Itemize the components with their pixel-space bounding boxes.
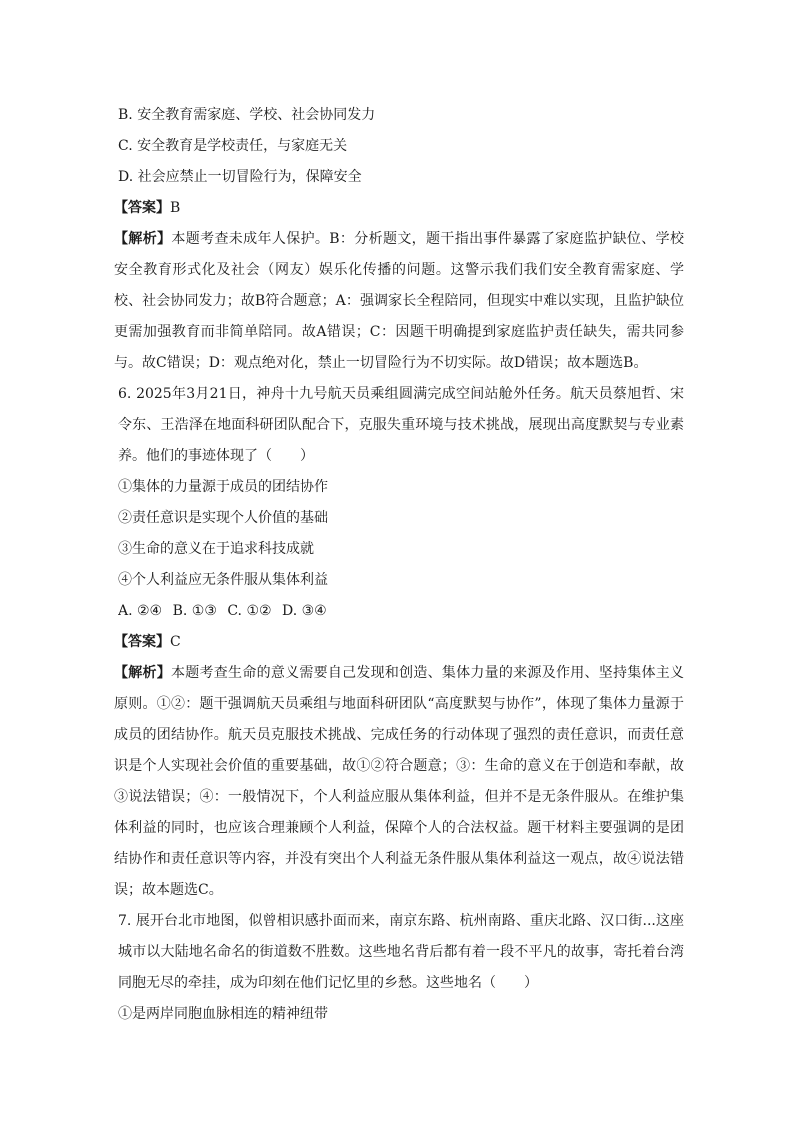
analysis-text: 本题考查生命的意义需要自己发现和创造、集体力量的来源及作用、坚持集体主义原则。①②：题干强调航天员乘组与地面科研团队“高度默契与协作”，体现了集体力量源于成员的团结协作。航天员克服技术挑战、完成任务的行动体现了强烈的责任意识，而责任意识是个人实现社会价值的重要基础，故①②符合题意；③：生命的意义在于创造和奉献，故③说法错误；④：一般情况下，个人利益应服从集体利益，但并不是无条件服从。在维护集体利益的同时，也应该合理兼顾个人利益，保障个人的合法权益。题干材料主要强调的是团结协作和责任意识等内容，并没有突出个人利益无条件服从集体利益这一观点，故④说法错误；故本题选C。 <box>114 665 685 898</box>
q6-item-2: ②责任意识是实现个人价值的基础 <box>118 510 328 526</box>
q5-answer <box>114 193 684 224</box>
q6-choice-d: D. ③④ <box>282 603 327 619</box>
q5-analysis <box>114 224 684 379</box>
answer-value: C <box>170 634 181 650</box>
q6-choices <box>118 596 684 627</box>
q6-item-3: ③生命的意义在于追求科技成就 <box>118 541 314 557</box>
analysis-tag: 【解析】 <box>114 231 172 247</box>
q6-choice-b: B. ①③ <box>172 603 217 619</box>
q6-item-1: ①集体的力量源于成员的团结协作 <box>118 479 328 495</box>
answer-tag: 【答案】 <box>114 200 170 216</box>
q7-stem: 7. 展开台北市地图，似曾相识感扑面而来，南京东路、杭州南路、重庆北路、汉口街...这座城市以大陆地名命名的街道数不胜数。这些地名背后都有着一段不平凡的故事，寄托着台湾同胞无尽的牵挂，成为印刻在他们记忆里的乡愁。这些地名（ ） <box>118 913 684 991</box>
q6-choice-c: C. ①② <box>227 603 272 619</box>
q6-item-4: ④个人利益应无条件服从集体利益 <box>118 572 328 588</box>
q6-choice-a: A. ②④ <box>118 603 163 619</box>
analysis-text: 本题考查未成年人保护。B：分析题文，题干指出事件暴露了家庭监护缺位、学校安全教育形式化及社会（网友）娱乐化传播的问题。这警示我们我们安全教育需家庭、学校、社会协同发力；故B符合题意；A：强调家长全程陪同，但现实中难以实现，且监护缺位更需加强教育而非简单陪同。故A错误；C：因题干明确提到家庭监护责任缺失，需共同参与。故C错误；D：观点绝对化，禁止一切冒险行为不切实际。故D错误；故本题选B。 <box>114 231 684 371</box>
q7-item-1: ①是两岸同胞血脉相连的精神纽带 <box>118 1006 328 1022</box>
q6-stem: 6. 2025年3月21日，神舟十九号航天员乘组圆满完成空间站舱外任务。航天员蔡旭哲、宋令东、王浩泽在地面科研团队配合下，克服失重环境与技术挑战，展现出高度默契与专业素养。他们的事迹体现了（ ） <box>118 386 684 464</box>
q6-analysis <box>114 658 684 906</box>
q5-option-d: D. 社会应禁止一切冒险行为，保障安全 <box>118 169 362 185</box>
answer-value: B <box>170 200 181 216</box>
answer-tag: 【答案】 <box>114 634 170 650</box>
q5-option-c: C. 安全教育是学校责任，与家庭无关 <box>118 138 348 154</box>
analysis-tag: 【解析】 <box>114 665 172 681</box>
q6-answer <box>114 627 684 658</box>
q5-option-b: B. 安全教育需家庭、学校、社会协同发力 <box>118 107 376 123</box>
